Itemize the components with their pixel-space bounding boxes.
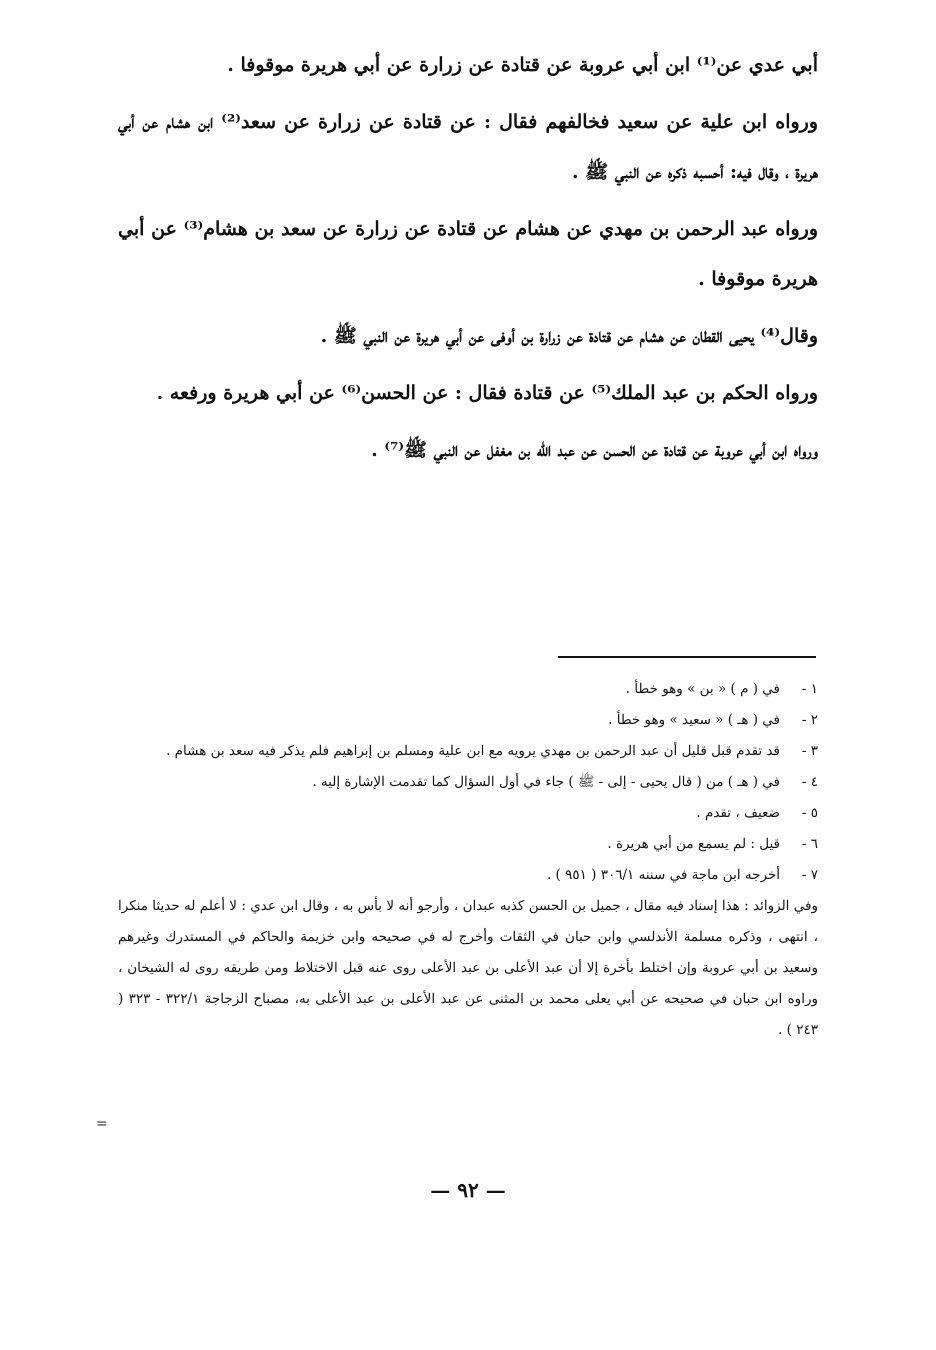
- footnote-divider: [558, 656, 816, 658]
- main-paragraph-5: ورواه الحكم بن عبد الملك⁽⁵⁾ عن قتادة فقال : عن الحسن⁽⁶⁾ عن أبي هريرة ورفعه .: [156, 382, 818, 404]
- main-paragraph-4: وقال⁽⁴⁾ يحيى القطان عن هشام عن قتادة عن زرارة بن أوفى عن أبي هريرة عن النبي ﷺ .: [320, 325, 818, 347]
- footnote-number: ٧ -: [801, 867, 818, 883]
- main-text-block: [118, 40, 818, 482]
- footnote-number: ٤ -: [801, 774, 818, 790]
- footnotes-block: [118, 674, 818, 1046]
- footnote-3: [118, 736, 818, 767]
- footnote-number: ١ -: [801, 681, 818, 697]
- page-number: — ٩٢ —: [430, 1178, 506, 1202]
- footnote-text: في ( هـ ) من ( قال يحيى - إلى - ﷺ ) جاء في أول السؤال كما تقدمت الإشارة إليه .: [312, 774, 780, 790]
- footnote-number: ٣ -: [801, 743, 818, 759]
- footnote-4: [118, 767, 818, 798]
- footnote-text: في ( م ) « بن » وهو خطأ .: [625, 681, 780, 697]
- footnote-text: ضعيف ، تقدم .: [696, 805, 780, 821]
- footnote-text: قيل : لم يسمع من أبي هريرة .: [607, 836, 780, 852]
- footnote-2: [118, 705, 818, 736]
- main-paragraph-6: ورواه ابن أبي عروبة عن قتادة عن الحسن عن عبد الله بن مغفل عن النبي ﷺ⁽⁷⁾ .: [371, 439, 818, 461]
- footnote-number: ٥ -: [801, 805, 818, 821]
- footnote-1: [118, 674, 818, 705]
- footnote-number: ٢ -: [801, 712, 818, 728]
- footnote-7: [118, 860, 818, 891]
- footnote-text: في ( هـ ) « سعيد » وهو خطأ .: [608, 712, 780, 728]
- footnote-6: [118, 829, 818, 860]
- footnote-text: قد تقدم قبل قليل أن عبد الرحمن بن مهدي يرويه مع ابن علية ومسلم بن إبراهيم فلم يذكر فيه سعد بن هشام .: [166, 743, 780, 759]
- footnote-number: ٦ -: [801, 836, 818, 852]
- margin-mark: =: [96, 1116, 108, 1132]
- main-paragraph-1: أبي عدي عن⁽¹⁾ ابن أبي عروبة عن قتادة عن زرارة عن أبي هريرة موقوفا .: [227, 54, 818, 76]
- footnote-text: أخرجه ابن ماجة في سننه ٣٠٦/١ ( ٩٥١ ) .: [546, 867, 780, 883]
- main-paragraph-3: ورواه عبد الرحمن بن مهدي عن هشام عن قتادة عن زرارة عن سعد بن هشام⁽³⁾ عن أبي هريرة موقوفا .: [118, 218, 819, 290]
- main-paragraph-2: ورواه ابن علية عن سعيد فخالفهم فقال : عن قتادة عن زرارة عن سعد⁽²⁾ ابن هشام عن أبي هريرة ، وقال فيه: أحسبه ذكره عن النبي ﷺ .: [118, 111, 818, 183]
- footnote-5: [118, 798, 818, 829]
- footnote-7-continuation: وفي الزوائد : هذا إسناد فيه مقال ، جميل بن الحسن كذبه عبدان ، وأرجو أنه لا بأس به ، وقال ابن عدي : لا أعلم له حديثا منكرا ، انتهى ، وذكره مسلمة الأندلسي وابن حبان في الثقات وأخرج له في صحيحه وابن خزيمة والحاكم في المستدرك وغيرهم وسعيد بن أبي عروبة وإن اختلط بأخرة إلا أن عبد الأعلى بن عبد الأعلى روى عنه قبل الاختلاط ومن طريقه روى له الشيخان ، وراوه ابن حبان في صحيحه عن أبي يعلى محمد بن المثنى عن عبد الأعلى بن عبد الأعلى به، مصباح الزجاجة ٣٢٢/١ - ٣٢٣ ( ٢٤٣ ) .: [118, 898, 818, 1038]
